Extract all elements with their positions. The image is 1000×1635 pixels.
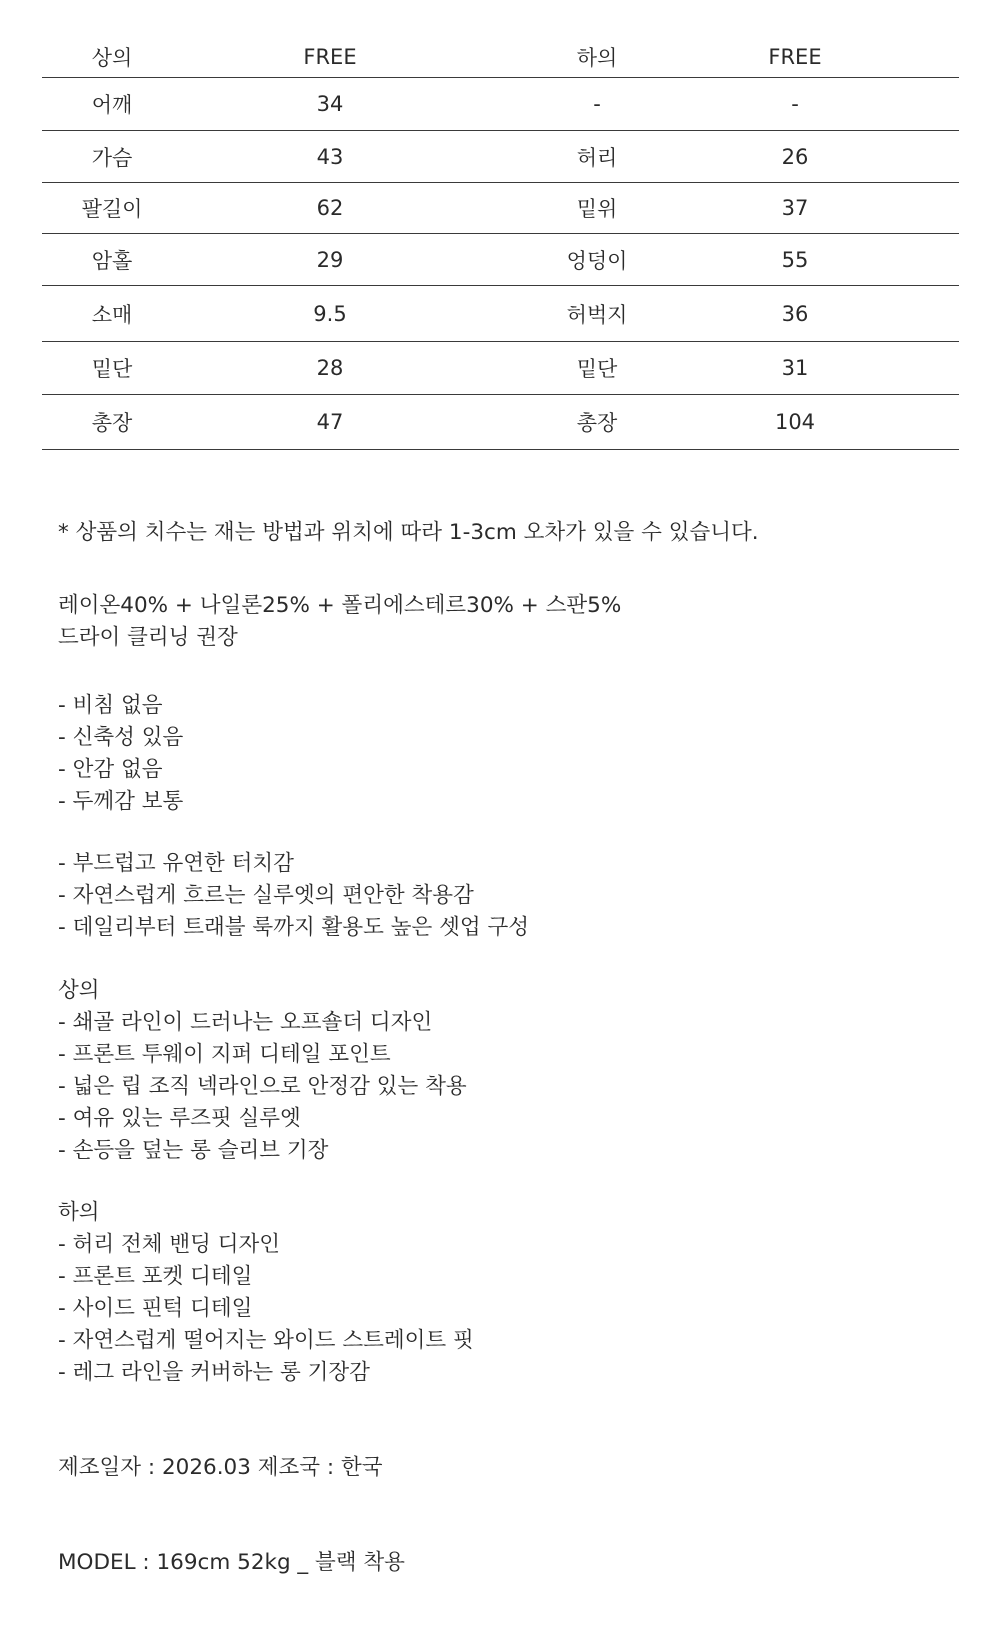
bottom-details-title: 하의 — [58, 1200, 100, 1225]
top-measure-name: 가슴 — [91, 145, 133, 170]
list-item: - 두께감 보통 — [58, 789, 184, 814]
top-details — [58, 975, 467, 1167]
top-measure-value: 9.5 — [313, 301, 347, 326]
list-item: - 쇄골 라인이 드러나는 오프숄더 디자인 — [58, 1010, 433, 1035]
list-item: - 자연스럽게 흐르는 실루엣의 편안한 착용감 — [58, 883, 474, 908]
table-row — [42, 234, 959, 286]
manufacture-info: 제조일자 : 2026.03 제조국 : 한국 — [58, 1455, 383, 1480]
top-measure-value: 34 — [316, 92, 344, 116]
top-measure-value: 29 — [316, 247, 344, 272]
table-row — [42, 342, 959, 395]
bottom-measure-value: 55 — [781, 247, 809, 272]
size-notice: * 상품의 치수는 재는 방법과 위치에 따라 1-3cm 오차가 있을 수 있습니다. — [58, 520, 759, 545]
bottom-measure-value: 31 — [781, 356, 809, 380]
list-item: - 손등을 덮는 롱 슬리브 기장 — [58, 1138, 329, 1163]
bottom-measure-name: 엉덩이 — [566, 248, 628, 273]
size-table — [42, 36, 959, 450]
list-item: - 여유 있는 루즈핏 실루엣 — [58, 1106, 301, 1131]
top-measure-name: 소매 — [91, 302, 133, 327]
bottom-measure-name: - — [593, 92, 601, 116]
list-item: - 넓은 립 조직 넥라인으로 안정감 있는 착용 — [58, 1074, 467, 1099]
list-item: - 레그 라인을 커버하는 롱 기장감 — [58, 1360, 370, 1385]
model-block — [58, 1547, 405, 1579]
header-top-size: FREE — [303, 44, 357, 69]
material-block — [58, 590, 621, 654]
list-item: - 부드럽고 유연한 터치감 — [58, 851, 294, 876]
table-row — [42, 131, 959, 183]
list-item: - 안감 없음 — [58, 757, 163, 782]
list-item: - 데일리부터 트래블 룩까지 활용도 높은 셋업 구성 — [58, 915, 529, 940]
list-item: - 비침 없음 — [58, 693, 163, 718]
list-item: - 사이드 핀턱 디테일 — [58, 1296, 253, 1321]
table-row — [42, 78, 959, 131]
bottom-details — [58, 1197, 474, 1389]
header-top-label: 상의 — [91, 45, 133, 70]
size-notice-block — [58, 517, 759, 549]
bottom-measure-value: - — [791, 92, 799, 116]
top-measure-name: 팔길이 — [81, 197, 143, 221]
model-info: MODEL : 169cm 52kg _ 블랙 착용 — [58, 1550, 405, 1575]
features-list — [58, 848, 529, 944]
top-measure-name: 총장 — [91, 411, 133, 435]
list-item: - 프론트 포켓 디테일 — [58, 1264, 253, 1289]
bottom-measure-value: 104 — [774, 410, 816, 434]
manufacture-block — [58, 1452, 383, 1484]
bottom-measure-name: 밑단 — [576, 357, 618, 381]
top-measure-value: 28 — [316, 356, 344, 380]
bottom-measure-name: 총장 — [576, 411, 618, 435]
table-row — [42, 286, 959, 342]
table-row — [42, 183, 959, 234]
list-item: - 자연스럽게 떨어지는 와이드 스트레이트 핏 — [58, 1328, 474, 1353]
table-row — [42, 395, 959, 450]
bottom-measure-name: 허벅지 — [566, 302, 628, 327]
top-measure-name: 암홀 — [91, 248, 133, 273]
header-bottom-label: 하의 — [576, 45, 618, 70]
list-item: - 프론트 투웨이 지퍼 디테일 포인트 — [58, 1042, 391, 1067]
care-instruction: 드라이 클리닝 권장 — [58, 625, 238, 650]
list-item: - 허리 전체 밴딩 디자인 — [58, 1232, 281, 1257]
bottom-measure-name: 밑위 — [576, 197, 618, 221]
bottom-measure-value: 37 — [781, 196, 809, 220]
material-composition: 레이온40% + 나일론25% + 폴리에스테르30% + 스판5% — [58, 593, 622, 618]
top-measure-value: 47 — [316, 410, 344, 434]
bottom-measure-name: 허리 — [576, 145, 618, 170]
top-measure-value: 43 — [316, 144, 344, 169]
properties-list — [58, 690, 183, 818]
header-bottom-size: FREE — [768, 44, 822, 69]
top-measure-name: 밑단 — [91, 357, 133, 381]
size-table-header — [42, 36, 959, 78]
bottom-measure-value: 26 — [781, 144, 809, 169]
top-measure-name: 어깨 — [91, 93, 133, 117]
bottom-measure-value: 36 — [781, 301, 809, 326]
top-measure-value: 62 — [316, 196, 344, 220]
top-details-title: 상의 — [58, 978, 100, 1003]
list-item: - 신축성 있음 — [58, 725, 184, 750]
